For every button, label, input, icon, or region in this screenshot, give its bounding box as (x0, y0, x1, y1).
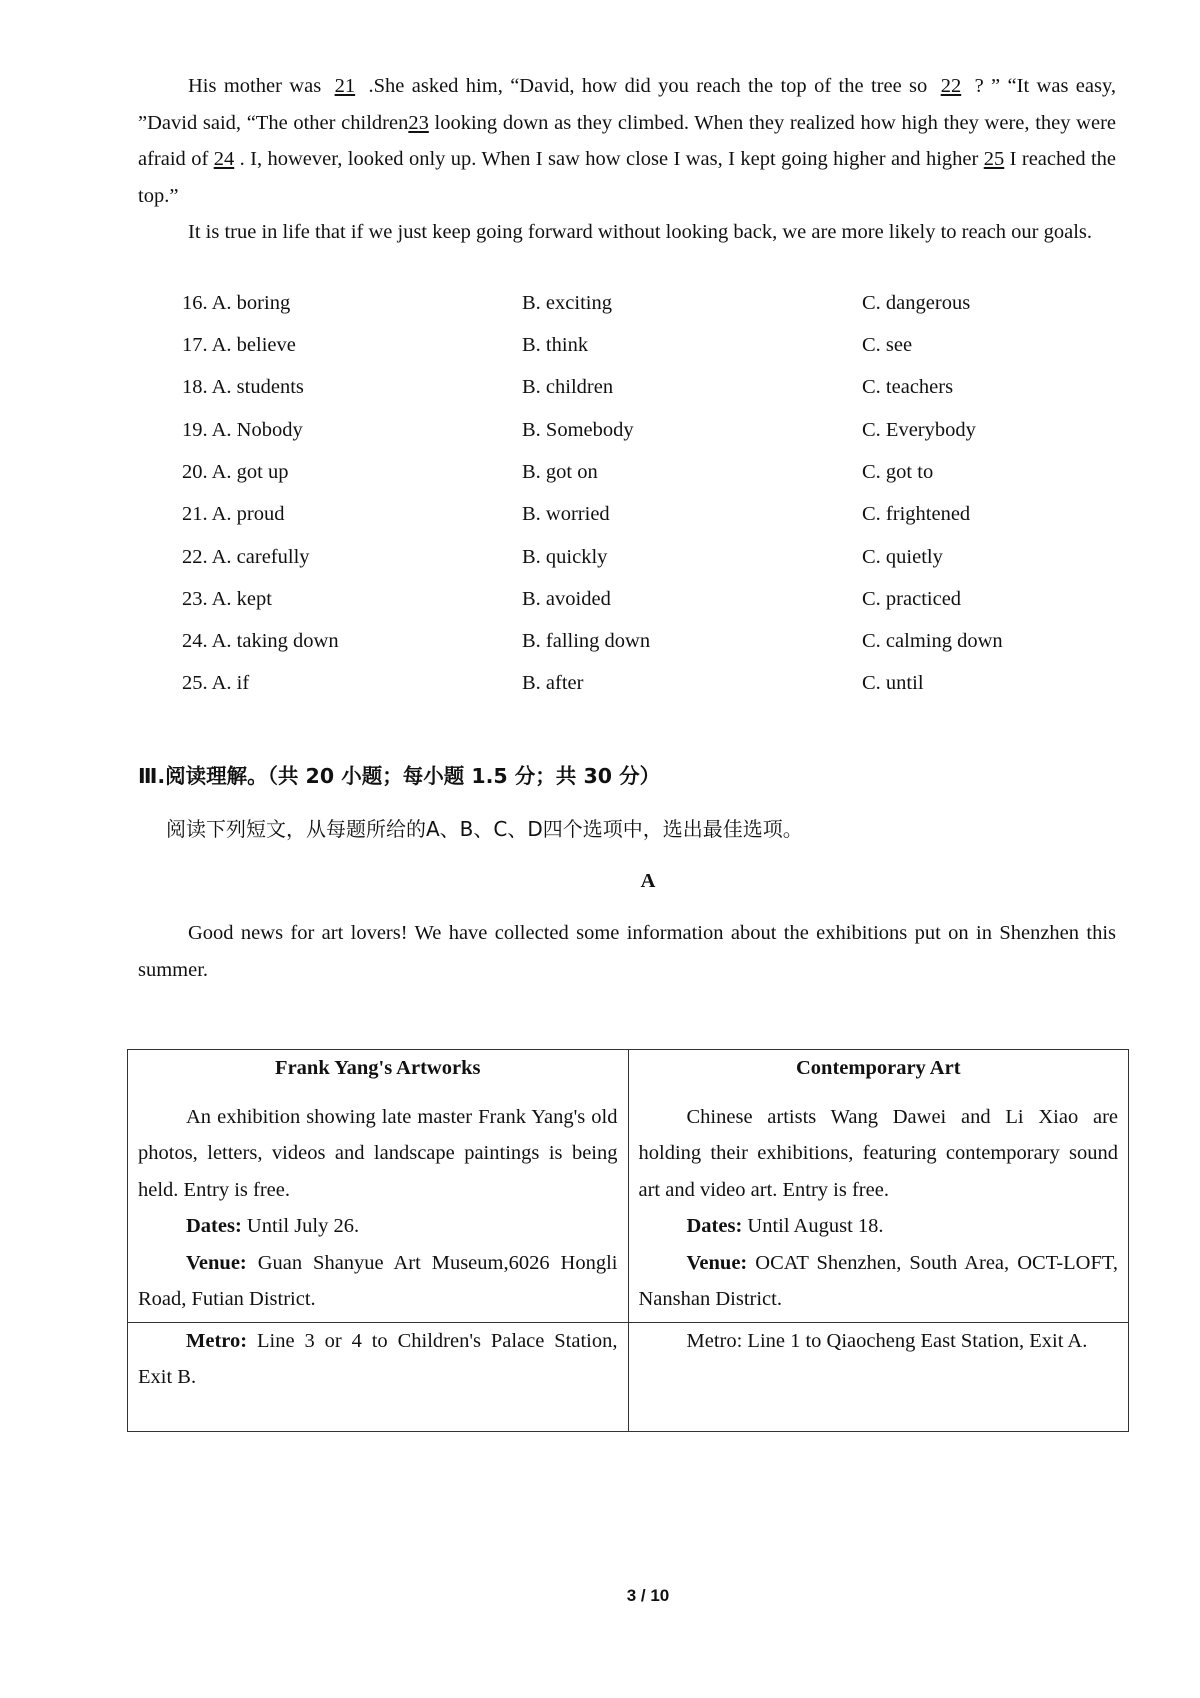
page-number: 3 / 10 (626, 1586, 670, 1605)
exhibition-dates (639, 1208, 1119, 1245)
option-row-20 (182, 461, 1082, 503)
option-a: 21. A. proud (182, 503, 285, 525)
option-b: B. quickly (522, 546, 608, 568)
option-c: C. see (862, 334, 913, 356)
blank-24: 24 (213, 148, 235, 170)
metro-label: Metro: (186, 1329, 248, 1352)
table-cell-right (628, 1050, 1129, 1323)
option-c: C. got to (862, 461, 934, 483)
table-cell-left (128, 1322, 629, 1431)
text-run: looking down as they climbed. When they realized how high they were, they were afraid of (138, 111, 1116, 170)
option-b: B. after (522, 672, 584, 694)
dates-label: Dates: (186, 1215, 242, 1237)
exhibition-title: Frank Yang's Artworks (275, 1057, 481, 1079)
option-c: C. practiced (862, 588, 962, 610)
option-a: 22. A. carefully (182, 546, 310, 568)
option-b: B. Somebody (522, 419, 634, 441)
passage-paragraph-1 (138, 68, 1116, 214)
option-a: 25. A. if (182, 672, 250, 694)
option-c: C. Everybody (862, 419, 976, 441)
option-row-16 (182, 292, 1082, 334)
option-b: B. got on (522, 461, 598, 483)
table-row (128, 1050, 1129, 1323)
text-run: I reached the top.” (138, 148, 1117, 207)
table-cell-left (128, 1050, 629, 1323)
option-a: 17. A. believe (182, 334, 296, 356)
passage-title: A (640, 870, 656, 892)
option-a: 23. A. kept (182, 588, 272, 610)
option-row-24 (182, 630, 1082, 672)
venue-value: Guan Shanyue Art Museum,6026 Hongli Road, Futian District. (138, 1251, 618, 1310)
text-run: .She asked him, “David, how did you reach the top of the tree so (368, 75, 928, 97)
venue-label: Venue: (686, 1251, 748, 1274)
option-b: B. worried (522, 503, 610, 525)
table-cell-right (628, 1322, 1129, 1431)
option-c: C. dangerous (862, 292, 971, 314)
option-b: B. children (522, 376, 614, 398)
text-run: His mother was (188, 75, 322, 97)
option-a: 20. A. got up (182, 461, 289, 483)
option-row-23 (182, 588, 1082, 630)
dates-value: Until August 18. (742, 1215, 884, 1237)
passage-paragraph-2: It is true in life that if we just keep going forward without looking back, we are more likely to reach our goals. (188, 221, 1093, 243)
exhibition-description: An exhibition showing late master Frank Yang's old photos, letters, videos and landscape paintings is being held. Entry is free. (138, 1105, 618, 1201)
option-b: B. exciting (522, 292, 612, 314)
blank-25: 25 (983, 148, 1005, 170)
option-a: 19. A. Nobody (182, 419, 303, 441)
option-c: C. teachers (862, 376, 954, 398)
option-row-19 (182, 419, 1082, 461)
section-instruction: 阅读下列短文，从每题所给的A、B、C、D四个选项中，选出最佳选项。 (166, 817, 803, 841)
exhibition-metro: Metro: Line 1 to Qiaocheng East Station, Exit A. (686, 1329, 1088, 1352)
exhibition-venue (639, 1245, 1119, 1318)
blank-23: 23 (408, 111, 429, 134)
exhibition-title: Contemporary Art (795, 1057, 961, 1079)
exhibition-venue (138, 1245, 618, 1318)
metro-value: Line 3 or 4 to Children's Palace Station, Exit B. (138, 1329, 618, 1388)
dates-label: Dates: (686, 1215, 743, 1237)
exhibition-dates (138, 1208, 618, 1245)
option-row-17 (182, 334, 1082, 376)
exhibition-description: Chinese artists Wang Dawei and Li Xiao are holding their exhibitions, featuring contemporary sound art and video art. Entry is free. (638, 1105, 1118, 1201)
option-c: C. frightened (862, 503, 971, 525)
text-run: . I, however, looked only up. When I saw how close I was, I kept going higher and higher (239, 148, 979, 170)
exhibition-metro (138, 1323, 618, 1396)
section-heading: Ⅲ.阅读理解。（共 20 小题；每小题 1.5 分；共 30 分） (138, 764, 661, 788)
exhibition-table (127, 1049, 1129, 1432)
option-a: 24. A. taking down (182, 630, 339, 652)
option-b: B. avoided (522, 588, 611, 610)
option-b: B. think (522, 334, 589, 356)
option-c: C. calming down (862, 630, 1003, 652)
option-b: B. falling down (522, 630, 651, 652)
venue-value: OCAT Shenzhen, South Area, OCT-LOFT, Nanshan District. (638, 1251, 1118, 1310)
venue-label: Venue: (186, 1251, 247, 1274)
option-a: 16. A. boring (182, 292, 291, 314)
option-c: C. until (862, 672, 924, 694)
option-row-22 (182, 546, 1082, 588)
option-row-18 (182, 376, 1082, 418)
blank-21: 21 (334, 75, 356, 97)
text-run: ? ” “It was easy, ”David said, “The other children (138, 75, 1117, 134)
option-c: C. quietly (862, 546, 943, 568)
option-row-21 (182, 503, 1082, 545)
option-a: 18. A. students (182, 376, 304, 398)
dates-value: Until July 26. (241, 1215, 360, 1237)
option-row-25 (182, 672, 1082, 714)
table-row (128, 1322, 1129, 1431)
blank-22: 22 (940, 75, 962, 97)
passage-intro: Good news for art lovers! We have collected some information about the exhibitions put on in Shenzhen this summer. (138, 922, 1116, 981)
